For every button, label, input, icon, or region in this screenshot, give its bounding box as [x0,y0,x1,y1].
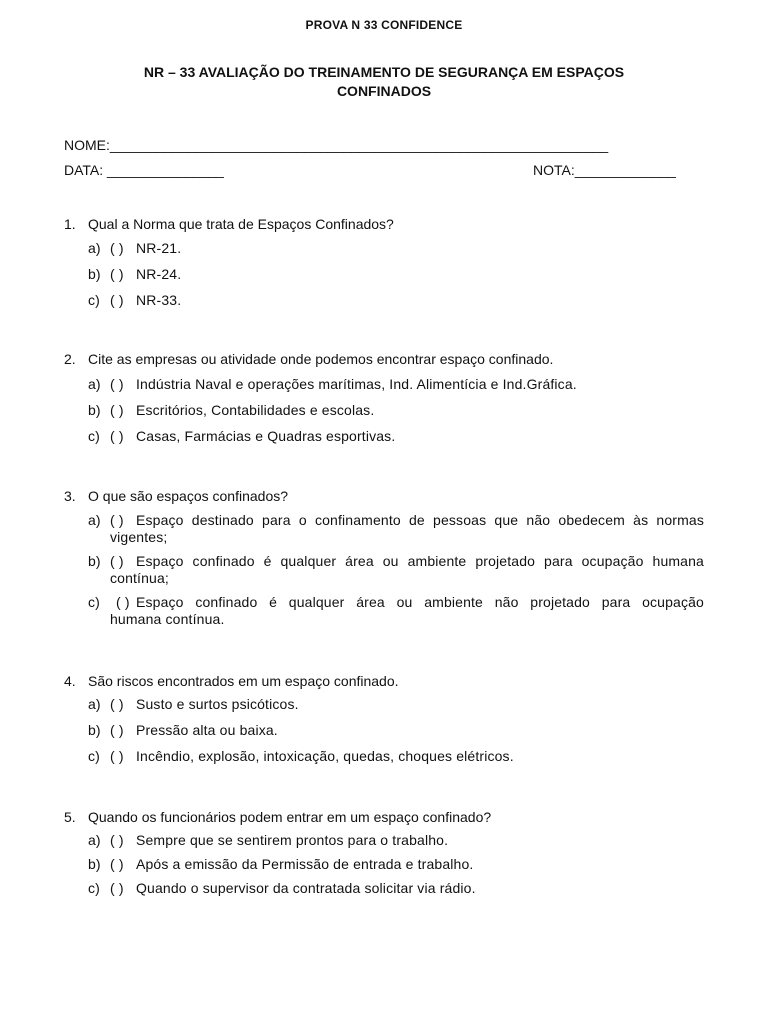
option-letter: b) [88,402,101,418]
answer-box[interactable]: ( ) [110,512,124,528]
option-c[interactable] [88,880,704,897]
option-text: Casas, Farmácias e Quadras esportivas. [136,428,396,444]
question-text: São riscos encontrados em um espaço confinado. [88,673,399,689]
document-title [90,63,678,101]
answer-box[interactable]: ( ) [110,553,124,569]
title-line-2: CONFINADOS [336,83,432,99]
option-a[interactable] [88,696,704,713]
option-text-continued: humana contínua. [110,611,225,627]
name-field[interactable]: NOME:________________________________________________________________ [64,137,609,153]
question-number: 4. [64,673,76,689]
option-text: Quando o supervisor da contratada solicitar via rádio. [136,880,476,896]
option-text: Susto e surtos psicóticos. [136,696,299,712]
option-letter: a) [88,240,101,256]
option-text: Espaço confinado é qualquer área ou ambiente não projetado para ocupação [136,594,704,610]
option-a[interactable] [88,376,704,393]
option-text: Após a emissão da Permissão de entrada e trabalho. [136,856,474,872]
option-letter: b) [88,722,101,738]
option-a[interactable] [64,512,704,546]
option-text: NR-24. [136,266,182,282]
question-text: O que são espaços confinados? [88,488,289,504]
answer-box[interactable]: ( ) [110,428,124,444]
question-5 [64,807,704,897]
option-b[interactable] [64,553,704,587]
question-2-stem [64,349,704,369]
date-field[interactable]: DATA: _______________ [64,162,224,178]
question-number: 1. [64,216,76,232]
answer-box[interactable]: ( ) [110,696,124,712]
option-letter: a) [88,376,101,392]
answer-box[interactable]: ( ) [116,594,130,610]
option-b[interactable] [88,266,704,283]
answer-box[interactable]: ( ) [110,292,124,308]
question-text: Qual a Norma que trata de Espaços Confinados? [88,216,394,232]
answer-box[interactable]: ( ) [110,856,124,872]
answer-box[interactable]: ( ) [110,748,124,764]
option-text-continued: vigentes; [110,529,168,545]
answer-box[interactable]: ( ) [110,402,124,418]
answer-box[interactable]: ( ) [110,722,124,738]
option-letter: c) [88,428,100,444]
answer-box[interactable]: ( ) [110,240,124,256]
answer-box[interactable]: ( ) [110,880,124,896]
question-number: 5. [64,809,76,825]
option-text: Incêndio, explosão, intoxicação, quedas, choques elétricos. [136,748,514,764]
option-letter: a) [88,832,101,848]
question-text: Quando os funcionários podem entrar em um espaço confinado? [88,809,492,825]
question-4-stem [64,671,704,691]
option-c[interactable] [88,748,704,765]
option-letter: c) [88,594,100,610]
question-1-stem [64,214,704,234]
option-text: Espaço destinado para o confinamento de pessoas que não obedecem às normas [136,512,704,528]
option-text: Indústria Naval e operações marítimas, Ind. Alimentícia e Ind.Gráfica. [136,376,577,392]
question-3-stem [64,486,704,506]
option-c[interactable] [64,594,704,628]
option-text: Espaço confinado é qualquer área ou ambiente projetado para ocupação humana [136,553,704,569]
question-number: 2. [64,351,76,367]
option-c[interactable] [88,292,704,309]
option-a[interactable] [88,240,704,257]
option-b[interactable] [88,856,704,873]
question-4 [64,671,704,765]
option-c[interactable] [88,428,704,445]
option-letter: c) [88,292,100,308]
option-letter: b) [88,266,101,282]
option-letter: a) [88,512,101,528]
question-1 [64,214,704,309]
option-a[interactable] [88,832,704,849]
option-letter: b) [88,553,101,569]
option-text: Pressão alta ou baixa. [136,722,278,738]
option-b[interactable] [88,722,704,739]
question-2 [64,349,704,445]
option-text: Sempre que se sentirem prontos para o trabalho. [136,832,449,848]
answer-box[interactable]: ( ) [110,376,124,392]
question-3 [64,486,704,628]
option-letter: b) [88,856,101,872]
option-letter: a) [88,696,101,712]
option-text: NR-33. [136,292,182,308]
option-text-continued: contínua; [110,570,169,586]
option-b[interactable] [88,402,704,419]
question-number: 3. [64,488,76,504]
option-letter: c) [88,748,100,764]
title-line-1: NR – 33 AVALIAÇÃO DO TREINAMENTO DE SEGURANÇA EM ESPAÇOS [143,64,625,80]
answer-box[interactable]: ( ) [110,832,124,848]
document-header: PROVA N 33 CONFIDENCE [305,18,463,32]
answer-box[interactable]: ( ) [110,266,124,282]
option-letter: c) [88,880,100,896]
question-5-stem [64,807,704,827]
option-text: Escritórios, Contabilidades e escolas. [136,402,375,418]
question-text: Cite as empresas ou atividade onde podemos encontrar espaço confinado. [88,351,554,367]
option-text: NR-21. [136,240,182,256]
grade-field[interactable]: NOTA:_____________ [533,162,676,178]
